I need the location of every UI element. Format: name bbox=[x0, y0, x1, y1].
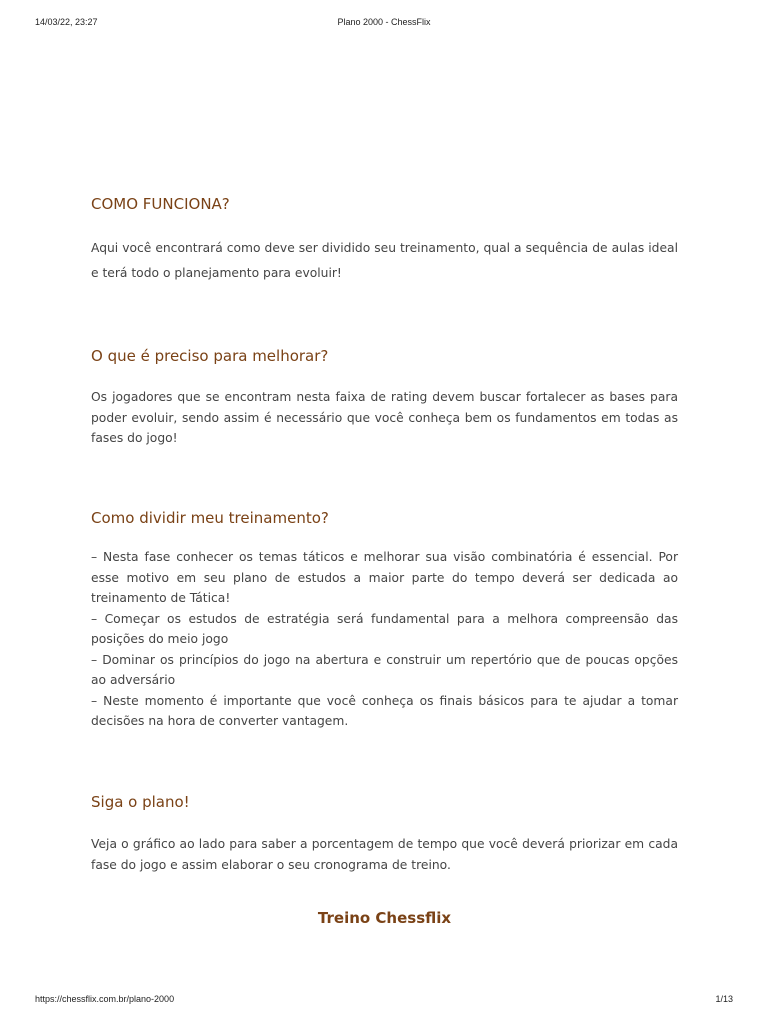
list-item: – Nesta fase conhecer os temas táticos e melhorar sua visão combinatória é essencial. Por esse motivo em seu plano de estudos a maior parte do tempo deverá ser dedicada ao treinamento de Tática! bbox=[91, 550, 678, 605]
print-page-title: Plano 2000 - ChessFlix bbox=[337, 17, 431, 27]
heading-como-funciona: COMO FUNCIONA? bbox=[91, 195, 230, 213]
heading-siga-plano: Siga o plano! bbox=[91, 793, 190, 811]
print-datetime: 14/03/22, 23:27 bbox=[35, 17, 98, 27]
heading-preciso-melhorar: O que é preciso para melhorar? bbox=[91, 347, 329, 365]
print-footer bbox=[0, 994, 768, 1008]
paragraph-preciso-melhorar: Os jogadores que se encontram nesta faixa de rating devem buscar fortalecer as bases para poder evoluir, sendo assim é necessário que você conheça bem os fundamentos em todas as fases do jogo! bbox=[91, 390, 678, 445]
print-header bbox=[0, 17, 768, 31]
page-number: 1/13 bbox=[715, 994, 733, 1004]
paragraph-como-funciona: Aqui você encontrará como deve ser dividido seu treinamento, qual a sequência de aulas ideal e terá todo o planejamento para evoluir! bbox=[91, 241, 678, 280]
list-item: – Dominar os princípios do jogo na abertura e construir um repertório que de poucas opções ao adversário bbox=[91, 652, 678, 687]
list-item: – Neste momento é importante que você conheça os finais básicos para te ajudar a tomar decisões na hora de converter vantagem. bbox=[91, 693, 678, 728]
list-item: – Começar os estudos de estratégia será fundamental para a melhora compreensão das posições do meio jogo bbox=[91, 611, 678, 646]
heading-dividir-treinamento: Como dividir meu treinamento? bbox=[91, 509, 329, 527]
print-url: https://chessflix.com.br/plano-2000 bbox=[35, 994, 175, 1004]
list-dividir-treinamento bbox=[91, 547, 678, 732]
paragraph-siga-plano: Veja o gráfico ao lado para saber a porcentagem de tempo que você deverá priorizar em cada fase do jogo e assim elaborar o seu cronograma de treino. bbox=[91, 837, 678, 872]
heading-treino-chessflix: Treino Chessflix bbox=[317, 909, 452, 927]
